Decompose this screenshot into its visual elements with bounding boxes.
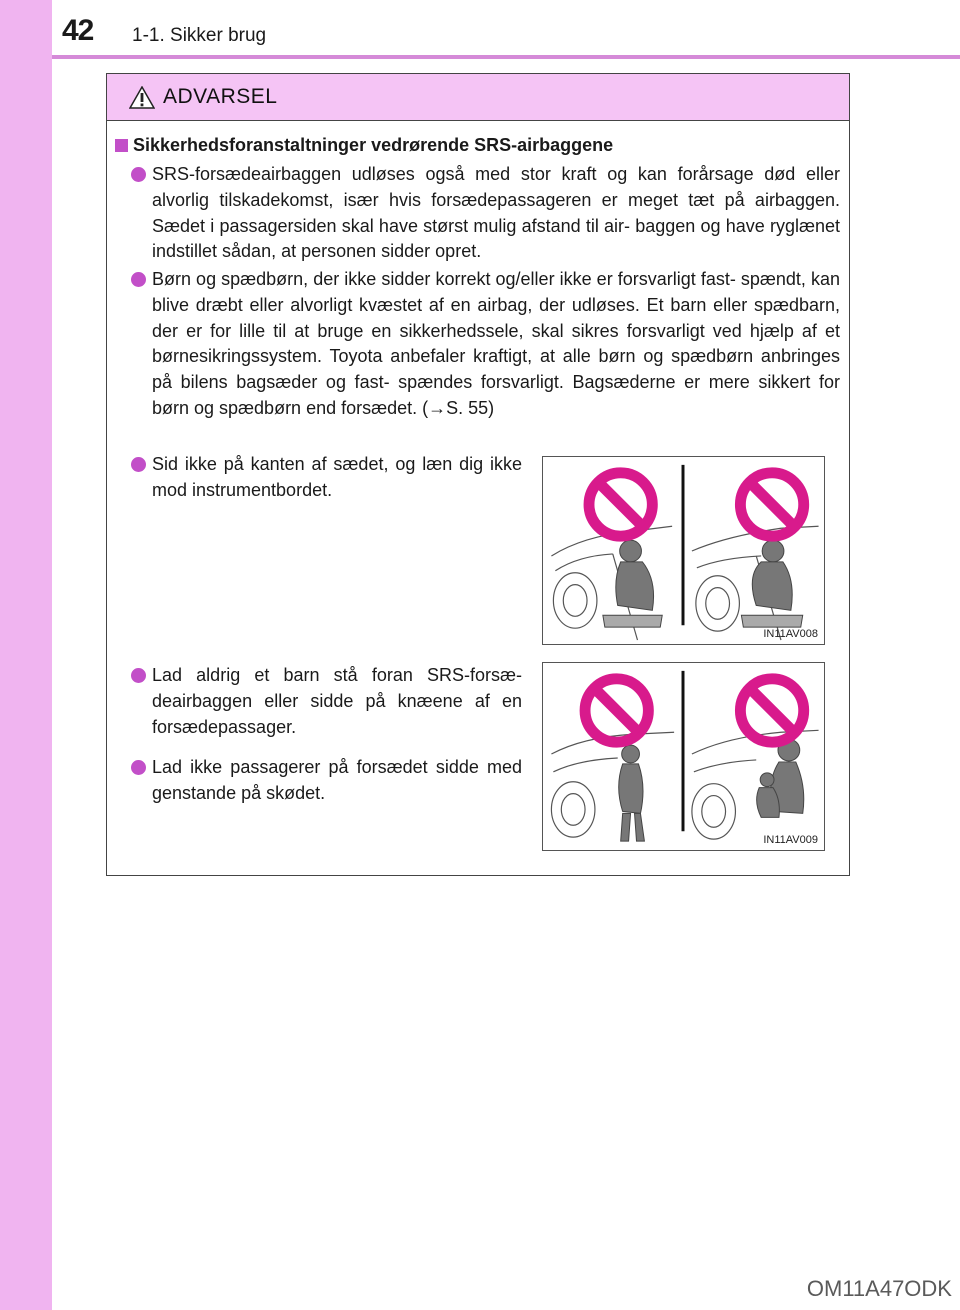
bullet-dot-icon: [131, 272, 146, 287]
bullet-text: SRS-forsædeairbaggen udløses også med stor kraft og kan forårsage død eller alvorlig tilskadekomst, især hvis forsædepassageren er meget tæt på airbaggen. Sædet i passagersiden skal have størst mulig afstand til air- baggen og have ryglænet indstillet sådan, at personen sidder opret.: [152, 164, 840, 262]
illustration-code: IN11AV008: [763, 628, 818, 640]
square-bullet-icon: [115, 139, 128, 152]
section-title: 1-1. Sikker brug: [132, 25, 267, 46]
warning-box: [106, 73, 850, 876]
subheading-text: Sikkerhedsforanstaltninger vedrørende SRS-airbaggene: [133, 135, 614, 155]
bullet-text: Lad aldrig et barn stå foran SRS-forsæ- deairbaggen eller sidde på knæene af en forsædepassager.: [152, 665, 522, 737]
bullet-item: [152, 162, 840, 265]
bullet-dot-icon: [131, 457, 146, 472]
warning-header: [107, 74, 849, 121]
bullet-item: [152, 267, 840, 422]
illustration-leaning-forward: [542, 456, 825, 645]
bullet-dot-icon: [131, 668, 146, 683]
illustration-child-standing: [542, 662, 825, 851]
bullet-text: Lad ikke passagerer på forsædet sidde med genstande på skødet.: [152, 757, 522, 803]
page-number: 42: [62, 14, 94, 47]
side-strip: [0, 0, 52, 1310]
warning-title: ADVARSEL: [163, 85, 278, 108]
bullet-text: Sid ikke på kanten af sædet, og læn dig ikke mod instrumentbordet.: [152, 454, 522, 500]
warning-triangle-icon: [129, 86, 155, 109]
bullet-dot-icon: [131, 167, 146, 182]
bullet-item: [152, 755, 522, 807]
bullet-text: Børn og spædbørn, der ikke sidder korrekt og/eller ikke er forsvarligt fast- spændt, kan blive dræbt eller alvorligt kvæstet af en airbag, der udløses. Et barn eller spædbarn, der er for lille til at bruge en sikkerhedssele, skal sikres forsvarligt ved hjælp af et børnesikringssystem. Toyota anbefaler kraftigt, at alle børn og spædbørn anbringes på bilens bagsæder og fast- spændes forsvarligt. Bagsæderne er mere sikkert for børn og spædbørn end forsædet. (→S. 55): [152, 269, 840, 418]
header-rule: [52, 55, 960, 59]
warning-subheading: [115, 135, 613, 156]
footer-site: OM11A47ODK: [806, 1276, 952, 1301]
bullet-item: [152, 663, 522, 740]
bullet-item: [152, 452, 522, 504]
illustration-code: IN11AV009: [763, 834, 818, 846]
car-interior-illustration: [543, 663, 824, 850]
car-interior-illustration: [543, 457, 824, 644]
bullet-dot-icon: [131, 760, 146, 775]
